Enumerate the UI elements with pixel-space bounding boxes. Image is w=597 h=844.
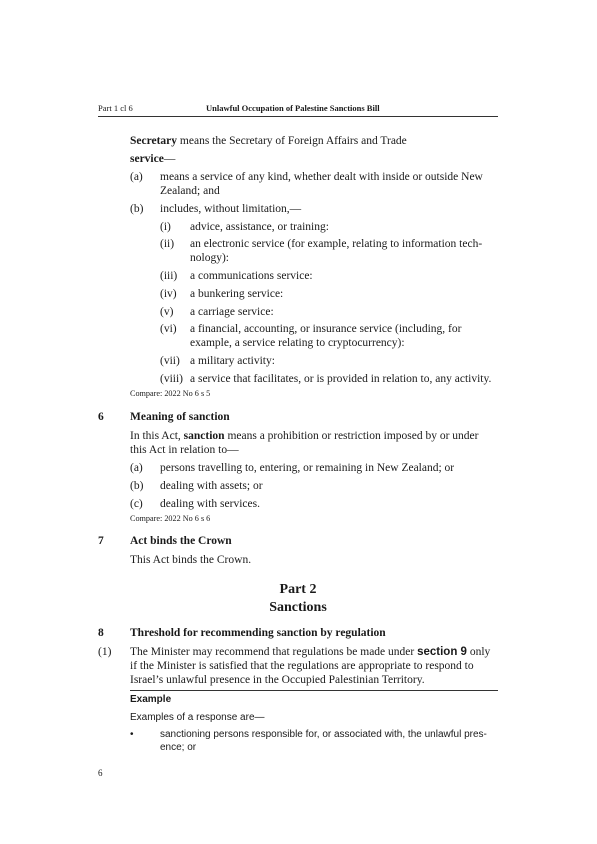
section-number: 8 xyxy=(98,627,104,639)
header-bill-title: Unlawful Occupation of Palestine Sanctions Bill xyxy=(206,103,380,113)
secretary-text: means the Secretary of Foreign Affairs and Trade xyxy=(177,135,407,147)
section6-intro-post: means a prohibition or restriction imposed by or under xyxy=(224,430,479,442)
example-heading: Example xyxy=(130,694,172,705)
sanction-term: sanction xyxy=(183,430,225,442)
page-number: 6 xyxy=(98,768,103,778)
section7-text: This Act binds the Crown. xyxy=(130,554,252,566)
service-term: service xyxy=(130,153,164,165)
section6-item-text: dealing with assets; or xyxy=(160,480,263,492)
compare-note: Compare: 2022 No 6 s 6 xyxy=(130,514,211,523)
part-title: Sanctions xyxy=(269,600,327,615)
example-intro: Examples of a response are— xyxy=(130,712,265,723)
service-item-label: (vii) xyxy=(160,355,180,367)
service-dash: — xyxy=(163,153,176,165)
section-number: 6 xyxy=(98,411,104,423)
section-number: 7 xyxy=(98,535,104,547)
section8-line1-pre: The Minister may recommend that regulations be made under xyxy=(130,646,418,658)
service-item-label: (iii) xyxy=(160,270,178,282)
example-rule xyxy=(130,690,498,691)
part-label: Part 2 xyxy=(279,582,317,597)
service-a-line2: Zealand; and xyxy=(160,185,220,197)
example-item-line2: ence; or xyxy=(160,742,197,753)
section6-intro-line1 xyxy=(130,429,498,443)
compare-note: Compare: 2022 No 6 s 5 xyxy=(130,389,211,398)
subsection-label: (1) xyxy=(98,646,112,658)
service-item-text: an electronic service (for example, relating to information tech- xyxy=(190,238,483,250)
service-item-text: a bunkering service: xyxy=(190,288,284,300)
section6-item-text: dealing with services. xyxy=(160,498,260,510)
example-item-line1: sanctioning persons responsible for, or associated with, the unlawful pres- xyxy=(160,729,487,740)
secretary-term: Secretary xyxy=(130,135,178,147)
section8-line2: if the Minister is satisfied that the regulations are appropriate to respond to xyxy=(130,660,474,672)
service-a-label: (a) xyxy=(130,171,143,183)
service-item-label: (iv) xyxy=(160,288,177,300)
running-header xyxy=(98,103,498,116)
service-b-label: (b) xyxy=(130,203,144,215)
section6-item-text: persons travelling to, entering, or remaining in New Zealand; or xyxy=(160,462,455,474)
section8-line3: Israel’s unlawful presence in the Occupied Palestinian Territory. xyxy=(130,674,425,686)
service-item-text: a financial, accounting, or insurance service (including, for xyxy=(190,323,462,335)
section6-item-label: (a) xyxy=(130,462,143,474)
service-definition-term xyxy=(130,152,175,166)
service-item-label: (v) xyxy=(160,306,174,318)
service-item-text: a military activity: xyxy=(190,355,275,367)
service-item-text: a communications service: xyxy=(190,270,313,282)
section6-item-label: (c) xyxy=(130,498,143,510)
service-item-label: (viii) xyxy=(160,373,183,385)
section6-intro-line2: this Act in relation to— xyxy=(130,444,239,456)
service-item-label: (i) xyxy=(160,221,171,233)
section6-intro-pre: In this Act, xyxy=(130,430,184,442)
section6-item-label: (b) xyxy=(130,480,144,492)
service-item-text: a service that facilitates, or is provided in relation to, any activity. xyxy=(190,373,492,385)
section-9-reference[interactable]: section 9 xyxy=(417,646,467,658)
secretary-definition xyxy=(130,134,407,148)
service-a-line1: means a service of any kind, whether dealt with inside or outside New xyxy=(160,171,483,183)
service-b-text: includes, without limitation,— xyxy=(160,203,302,215)
header-part-ref: Part 1 cl 6 xyxy=(98,103,133,113)
header-rule xyxy=(98,116,498,117)
service-item-label: (vi) xyxy=(160,323,177,335)
section8-line1-post: only xyxy=(466,646,491,658)
service-item-text-cont: example, a service relating to cryptocurrency): xyxy=(190,337,405,349)
section-heading: Meaning of sanction xyxy=(130,411,230,423)
example-bullet: • xyxy=(130,729,134,740)
service-item-text: a carriage service: xyxy=(190,306,274,318)
service-item-text-cont: nology): xyxy=(190,252,229,264)
section8-line1 xyxy=(130,645,498,659)
service-item-text: advice, assistance, or training: xyxy=(190,221,329,233)
section-heading: Act binds the Crown xyxy=(130,535,232,547)
section-heading: Threshold for recommending sanction by regulation xyxy=(130,627,386,639)
service-item-label: (ii) xyxy=(160,238,175,250)
